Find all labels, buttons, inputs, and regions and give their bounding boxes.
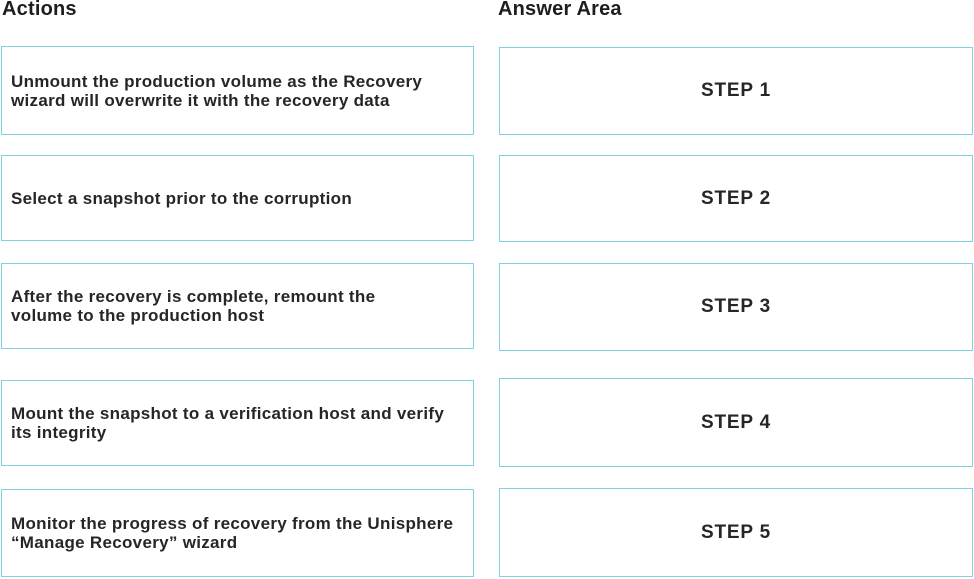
action-item-label: Unmount the production volume as the Recovery wizard will overwrite it with the recovery data [11, 71, 423, 110]
action-item-unmount-volume[interactable] [1, 46, 474, 135]
step-label: STEP 4 [701, 411, 771, 433]
action-item-label: Monitor the progress of recovery from the Unisphere “Manage Recovery” wizard [11, 514, 454, 552]
answer-slot-step-4[interactable] [499, 378, 973, 467]
step-label: STEP 5 [701, 521, 771, 543]
answer-slot-step-3[interactable] [499, 263, 973, 351]
action-item-remount-volume[interactable] [1, 263, 474, 349]
step-label: STEP 2 [701, 187, 771, 209]
action-item-label: After the recovery is complete, remount the volume to the production host [11, 287, 376, 325]
answer-slot-step-5[interactable] [499, 488, 973, 577]
action-item-monitor-recovery[interactable] [1, 489, 474, 577]
actions-heading: Actions [2, 0, 77, 20]
action-item-mount-snapshot[interactable] [1, 380, 474, 466]
answer-slot-step-2[interactable] [499, 155, 973, 242]
action-item-label: Select a snapshot prior to the corruption [11, 188, 353, 208]
step-label: STEP 1 [701, 80, 771, 101]
action-item-label: Mount the snapshot to a verification host and verify its integrity [11, 404, 445, 442]
action-item-select-snapshot[interactable] [1, 155, 474, 241]
step-label: STEP 3 [701, 296, 771, 317]
answer-area-heading: Answer Area [498, 0, 622, 20]
answer-slot-step-1[interactable] [499, 47, 973, 135]
